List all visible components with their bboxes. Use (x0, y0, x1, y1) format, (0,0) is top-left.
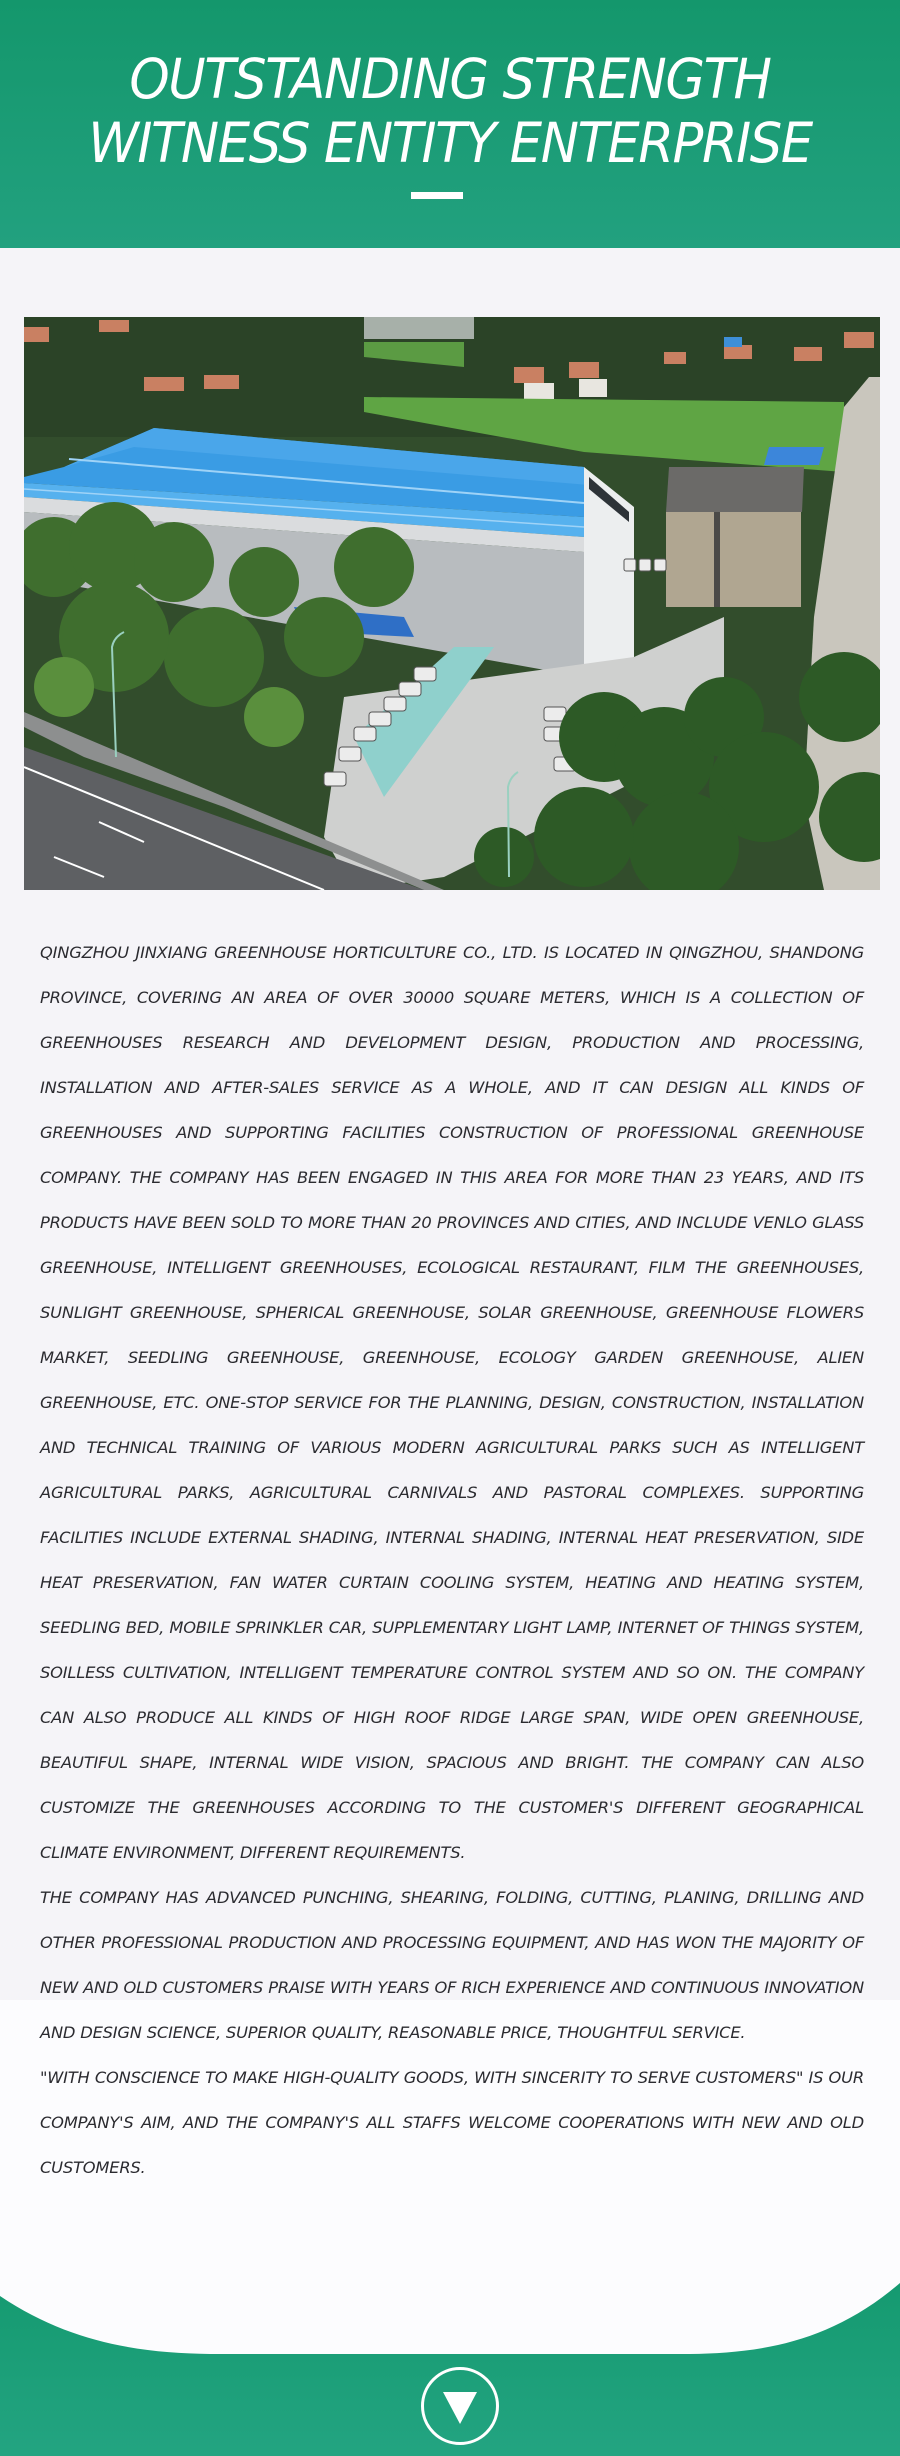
description-paragraph-2: THE COMPANY HAS ADVANCED PUNCHING, SHEARING, FOLDING, CUTTING, PLANING, DRILLING AND OTHER PROFESSIONAL PRODUCTION AND PROCESSING EQUIPMENT, AND HAS WON THE MAJORITY OF NEW AND OLD CUSTOMERS PRAISE WITH YEARS OF RICH EXPERIENCE AND CONTINUOUS INNOVATION AND DESIGN SCIENCE, SUPERIOR QUALITY, REASONABLE PRICE, THOUGHTFUL SERVICE. (40, 1888, 864, 2042)
title-line-1: OUTSTANDING STRENGTH (129, 47, 771, 111)
down-triangle-icon (443, 2392, 477, 2424)
factory-aerial-photo (24, 317, 880, 890)
scroll-down-button[interactable] (421, 2367, 499, 2445)
page-header (0, 0, 900, 248)
description-paragraph-1: QINGZHOU JINXIANG GREENHOUSE HORTICULTURE CO., LTD. IS LOCATED IN QINGZHOU, SHANDONG PROVINCE, COVERING AN AREA OF OVER 30000 SQUARE METERS, WHICH IS A COLLECTION OF GREENHOUSES RESEARCH AND DEVELOPMENT DESIGN, PRODUCTION AND PROCESSING, INSTALLATION AND AFTER-SALES SERVICE AS A WHOLE, AND IT CAN DESIGN ALL KINDS OF GREENHOUSES AND SUPPORTING FACILITIES CONSTRUCTION OF PROFESSIONAL GREENHOUSE COMPANY. THE COMPANY HAS BEEN ENGAGED IN THIS AREA FOR MORE THAN 23 YEARS, AND ITS PRODUCTS HAVE BEEN SOLD TO MORE THAN 20 PROVINCES AND CITIES, AND INCLUDE VENLO GLASS GREENHOUSE, INTELLIGENT GREENHOUSES, ECOLOGICAL RESTAURANT, FILM THE GREENHOUSES, SUNLIGHT GREENHOUSE, SPHERICAL GREENHOUSE, SOLAR GREENHOUSE, GREENHOUSE FLOWERS MARKET, SEEDLING GREENHOUSE, GREENHOUSE, ECOLOGY GARDEN GREENHOUSE, ALIEN GREENHOUSE, ETC. ONE-STOP SERVICE FOR THE PLANNING, DESIGN, CONSTRUCTION, INSTALLATION AND TECHNICAL TRAINING OF VARIOUS MODERN AGRICULTURAL PARKS SUCH AS INTELLIGENT AGRICULTURAL PARKS, AGRICULTURAL CARNIVALS AND PASTORAL COMPLEXES. SUPPORTING FACILITIES INCLUDE EXTERNAL SHADING, INTERNAL SHADING, INTERNAL HEAT PRESERVATION, SIDE HEAT PRESERVATION, FAN WATER CURTAIN COOLING SYSTEM, HEATING AND HEATING SYSTEM, SEEDLING BED, MOBILE SPRINKLER CAR, SUPPLEMENTARY LIGHT LAMP, INTERNET OF THINGS SYSTEM, SOILLESS CULTIVATION, INTELLIGENT TEMPERATURE CONTROL SYSTEM AND SO ON. THE COMPANY CAN ALSO PRODUCE ALL KINDS OF HIGH ROOF RIDGE LARGE SPAN, WIDE OPEN GREENHOUSE, BEAUTIFUL SHAPE, INTERNAL WIDE VISION, SPACIOUS AND BRIGHT. THE COMPANY CAN ALSO CUSTOMIZE THE GREENHOUSES ACCORDING TO THE CUSTOMER'S DIFFERENT GEOGRAPHICAL CLIMATE ENVIRONMENT, DIFFERENT REQUIREMENTS. (40, 943, 864, 1862)
photo-illustration (24, 317, 880, 890)
title-underline-divider (411, 192, 463, 199)
company-description (40, 930, 864, 2190)
description-paragraph-3: "WITH CONSCIENCE TO MAKE HIGH-QUALITY GOODS, WITH SINCERITY TO SERVE CUSTOMERS" IS OUR COMPANY'S AIM, AND THE COMPANY'S ALL STAFFS WELCOME COOPERATIONS WITH NEW AND OLD CUSTOMERS. (40, 2068, 864, 2177)
page-title (32, 47, 869, 175)
title-line-2: WITNESS ENTITY ENTERPRISE (88, 111, 812, 175)
